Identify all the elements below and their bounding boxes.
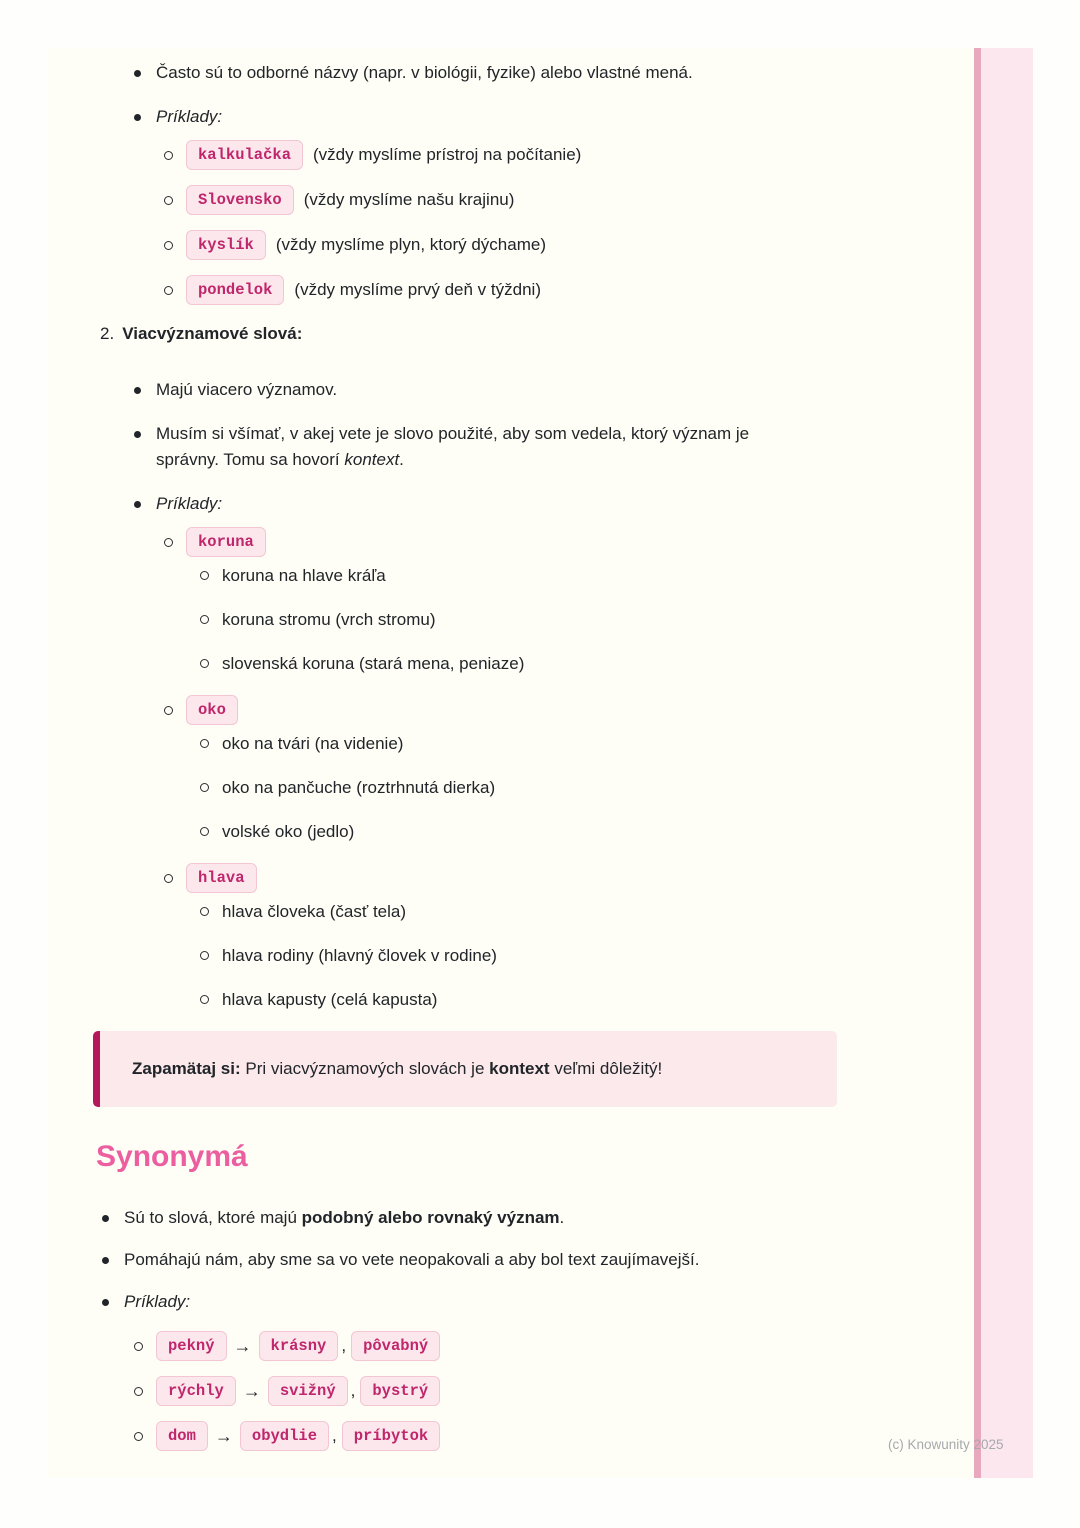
example-item <box>48 230 1033 260</box>
bullet-circle-icon <box>164 706 173 715</box>
word-group-hlava <box>48 863 1033 1013</box>
meaning-text: hlava rodiny (hlavný človek v rodine) <box>222 946 497 965</box>
list-item <box>48 1205 1033 1231</box>
synonyma-list <box>48 1205 1033 1451</box>
bullet-dot-icon <box>134 501 141 508</box>
synonym-row <box>48 1421 1033 1451</box>
bullet-text: Pomáhajú nám, aby sme sa vo vete neopakovali a aby bol text zaujímavejší. <box>124 1250 700 1269</box>
code-chip: rýchly <box>156 1376 236 1406</box>
bullet-text: Často sú to odborné názvy (napr. v biológii, fyzike) alebo vlastné mená. <box>156 63 693 82</box>
bullet-circle-icon <box>200 739 209 748</box>
meaning-text: oko na pančuche (roztrhnutá dierka) <box>222 778 496 797</box>
example-item <box>48 140 1033 170</box>
meaning-item <box>48 819 1033 845</box>
bullet-circle-icon <box>134 1387 143 1396</box>
meaning-text: oko na tvári (na videnie) <box>222 734 404 753</box>
comma-separator: , <box>341 1336 347 1355</box>
bullet-circle-icon <box>164 151 173 160</box>
document-content <box>48 48 1033 1451</box>
section-title: Viacvýznamové slová: <box>122 324 303 343</box>
meaning-item <box>48 731 1033 757</box>
meaning-text: koruna na hlave kráľa <box>222 566 386 585</box>
code-chip: obydlie <box>240 1421 329 1451</box>
bullet-dot-icon <box>134 70 141 77</box>
bullet-dot-icon <box>134 387 141 394</box>
code-chip: svižný <box>268 1376 348 1406</box>
bullet-text: Musím si všímať, v akej vete je slovo použité, aby som vedela, ktorý význam je správny. Tomu sa hovorí kontext. <box>156 424 750 469</box>
list-item <box>48 60 1033 86</box>
section-number: 2. <box>100 324 115 343</box>
bullet-circle-icon <box>164 196 173 205</box>
meaning-text: koruna stromu (vrch stromu) <box>222 610 436 629</box>
arrow-icon: → <box>214 1426 233 1446</box>
list-item <box>48 1289 1033 1315</box>
meaning-text: slovenská koruna (stará mena, peniaze) <box>222 654 525 673</box>
word-group-koruna <box>48 527 1033 677</box>
bullet-text: Majú viacero významov. <box>156 380 338 399</box>
bullet-text: Sú to slová, ktoré majú podobný alebo rovnaký význam. <box>124 1208 565 1227</box>
example-explanation: (vždy myslíme prístroj na počítanie) <box>313 145 582 164</box>
bullet-circle-icon <box>200 783 209 792</box>
bullet-circle-icon <box>200 571 209 580</box>
example-explanation: (vždy myslíme našu krajinu) <box>303 190 515 209</box>
watermark: (c) Knowunity 2025 <box>888 1437 1004 1452</box>
synonym-row <box>48 1331 1033 1361</box>
bullet-circle-icon <box>200 995 209 1004</box>
bullet-circle-icon <box>200 827 209 836</box>
bullet-dot-icon <box>102 1257 109 1264</box>
code-chip: bystrý <box>360 1376 440 1406</box>
bullet-dot-icon <box>102 1299 109 1306</box>
bullet-circle-icon <box>164 874 173 883</box>
meaning-item <box>48 899 1033 925</box>
meaning-item <box>48 987 1033 1013</box>
code-chip: dom <box>156 1421 208 1451</box>
bullet-dot-icon <box>134 431 141 438</box>
code-chip: pekný <box>156 1331 227 1361</box>
arrow-icon: → <box>233 1336 252 1356</box>
kontext-italic: kontext <box>344 450 400 469</box>
meaning-item <box>48 607 1033 633</box>
word-item <box>48 695 1033 725</box>
bullet-circle-icon <box>134 1432 143 1441</box>
meaning-item <box>48 943 1033 969</box>
meaning-item <box>48 775 1033 801</box>
list-item <box>48 421 1033 473</box>
code-chip: kyslík <box>186 230 266 260</box>
document-page <box>48 48 1033 1478</box>
code-chip: Slovensko <box>186 185 294 215</box>
bullet-dot-icon <box>134 114 141 121</box>
code-chip: pôvabný <box>351 1331 440 1361</box>
callout-text: Zapamätaj si: Pri viacvýznamových slovách je kontext veľmi dôležitý! <box>132 1059 663 1078</box>
code-chip: pondelok <box>186 275 284 305</box>
meaning-text: hlava kapusty (celá kapusta) <box>222 990 438 1009</box>
bullet-circle-icon <box>200 951 209 960</box>
meaning-text: hlava človeka (časť tela) <box>222 902 407 921</box>
example-explanation: (vždy myslíme plyn, ktorý dýchame) <box>275 235 546 254</box>
comma-separator: , <box>350 1381 356 1400</box>
word-group-oko <box>48 695 1033 845</box>
example-explanation: (vždy myslíme prvý deň v týždni) <box>294 280 541 299</box>
bullet-circle-icon <box>200 907 209 916</box>
code-chip: oko <box>186 695 238 725</box>
bullet-circle-icon <box>164 538 173 547</box>
remember-callout <box>93 1031 837 1107</box>
arrow-icon: → <box>242 1381 261 1401</box>
code-chip: krásny <box>259 1331 339 1361</box>
list-item <box>48 491 1033 517</box>
bullet-circle-icon <box>164 286 173 295</box>
example-item <box>48 185 1033 215</box>
synonyma-heading: Synonymá <box>96 1140 248 1173</box>
synonym-row <box>48 1376 1033 1406</box>
list-item <box>48 1247 1033 1273</box>
meaning-text: volské oko (jedlo) <box>222 822 355 841</box>
bullet-circle-icon <box>200 659 209 668</box>
word-item <box>48 527 1033 557</box>
bullet-dot-icon <box>102 1215 109 1222</box>
bullet-circle-icon <box>200 615 209 624</box>
code-chip: kalkulačka <box>186 140 303 170</box>
numbered-section-heading <box>48 321 1033 347</box>
code-chip: koruna <box>186 527 266 557</box>
priklady-label: Príklady: <box>156 494 223 513</box>
list-item <box>48 377 1033 403</box>
meaning-item <box>48 563 1033 589</box>
comma-separator: , <box>332 1426 337 1445</box>
word-item <box>48 863 1033 893</box>
list-item <box>48 104 1033 130</box>
priklady-label: Príklady: <box>124 1292 191 1311</box>
bullet-circle-icon <box>164 241 173 250</box>
code-chip: hlava <box>186 863 257 893</box>
bullet-circle-icon <box>134 1342 143 1351</box>
code-chip: príbytok <box>342 1421 440 1451</box>
meaning-item <box>48 651 1033 677</box>
priklady-label: Príklady: <box>156 107 223 126</box>
example-item <box>48 275 1033 305</box>
